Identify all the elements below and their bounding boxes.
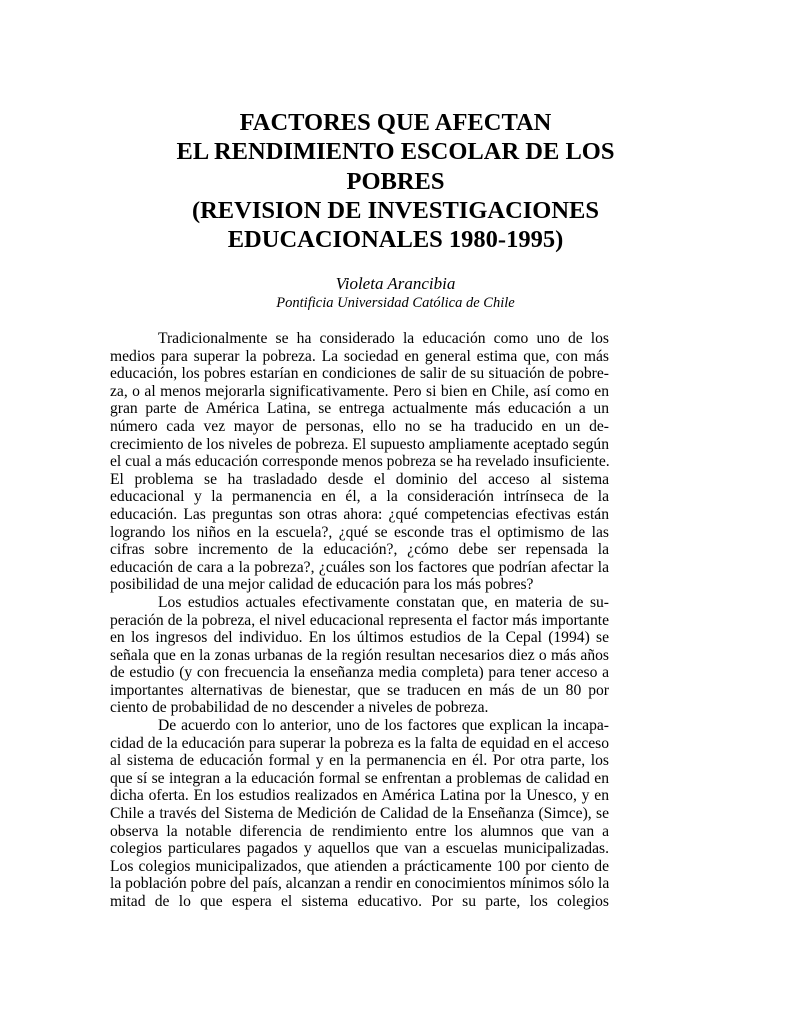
text-line: educación, los pobres estarían en condiciones de salir de su situación de pobre- bbox=[110, 365, 609, 383]
text-line: dicha oferta. En los estudios realizados en América Latina por la Unesco, y en bbox=[110, 787, 609, 805]
title-line: EDUCACIONALES 1980-1995) bbox=[227, 226, 564, 254]
text-line: señala que en la zonas urbanas de la región resultan necesarios diez o más años bbox=[110, 646, 609, 664]
text-line: Chile a través del Sistema de Medición de Calidad de la Enseñanza (Simce), se bbox=[110, 805, 609, 823]
text-line: colegios particulares pagados y aquellos que van a escuelas municipalizadas. bbox=[110, 840, 609, 858]
text-line: en los ingresos del individuo. En los últimos estudios de la Cepal (1994) se bbox=[110, 629, 609, 647]
text-line: za, o al menos mejorarla significativamente. Pero si bien en Chile, así como en bbox=[110, 382, 609, 400]
title-line: EL RENDIMIENTO ESCOLAR DE LOS bbox=[176, 138, 615, 166]
text-line: Los estudios actuales efectivamente constatan que, en materia de su- bbox=[158, 593, 609, 611]
text-line: El problema se ha trasladado desde el dominio del acceso al sistema bbox=[110, 470, 609, 488]
text-line: medios para superar la pobreza. La sociedad en general estima que, con más bbox=[110, 347, 609, 365]
title-line: POBRES bbox=[346, 167, 445, 195]
text-line: mitad de lo que espera el sistema educativo. Por su parte, los colegios bbox=[110, 893, 609, 910]
body-text bbox=[110, 330, 609, 911]
text-line: cidad de la educación para superar la pobreza es la falta de equidad en el acceso bbox=[110, 734, 609, 752]
text-line: De acuerdo con lo anterior, uno de los factores que explican la incapa- bbox=[158, 717, 609, 735]
text-line: cifras sobre incremento de la educación?, ¿cómo debe ser repensada la bbox=[110, 541, 609, 559]
title-line: FACTORES QUE AFECTAN bbox=[239, 109, 552, 136]
text-line: gran parte de América Latina, se entrega actualmente más educación a un bbox=[110, 400, 609, 418]
text-line: Tradicionalmente se ha considerado la educación como uno de los bbox=[158, 330, 609, 347]
text-line: logrando los niños en la escuela?, ¿qué se esconde tras el optimismo de las bbox=[110, 523, 609, 541]
text-line: número cada vez mayor de personas, ello no se ha traducido en un de- bbox=[110, 417, 609, 435]
text-line: posibilidad de una mejor calidad de educación para los más pobres? bbox=[110, 576, 534, 594]
text-line: peración de la pobreza, el nivel educacional representa el factor más importante bbox=[110, 611, 609, 629]
text-line: de estudio (y con frecuencia la enseñanza media completa) para tener acceso a bbox=[110, 664, 609, 682]
paragraph bbox=[110, 717, 609, 911]
text-line: educación de cara a la pobreza?, ¿cuáles son los factores que podrían afectar la bbox=[110, 558, 609, 576]
text-line: que sí se integran a la educación formal se enfrentan a problemas de calidad en bbox=[110, 769, 609, 787]
text-line: importantes alternativas de bienestar, que se traducen en más de un 80 por bbox=[110, 681, 609, 699]
text-line: al sistema de educación formal y en la permanencia en él. Por otra parte, los bbox=[110, 752, 609, 770]
text-line: Los colegios municipalizados, que atienden a prácticamente 100 por ciento de bbox=[110, 857, 609, 875]
text-line: el cual a más educación corresponde menos pobreza se ha revelado insuficiente. bbox=[110, 453, 610, 471]
author-name: Violeta Arancibia bbox=[335, 274, 456, 293]
text-line: la población pobre del país, alcanzan a rendir en conocimientos mínimos sólo la bbox=[110, 875, 610, 893]
paragraph bbox=[110, 594, 609, 717]
paragraph bbox=[110, 330, 609, 594]
text-line: educación. Las preguntas son otras ahora: ¿qué competencias efectivas están bbox=[110, 505, 609, 523]
title-line: (REVISION DE INVESTIGACIONES bbox=[191, 196, 600, 224]
text-line: ciento de probabilidad de no descender a niveles de pobreza. bbox=[110, 699, 489, 717]
text-line: educacional y la permanencia en él, a la consideración intrínseca de la bbox=[110, 488, 609, 506]
author-affiliation: Pontificia Universidad Católica de Chile bbox=[276, 295, 515, 311]
text-line: observa la notable diferencia de rendimiento entre los alumnos que van a bbox=[110, 822, 609, 840]
text-line: crecimiento de los niveles de pobreza. El supuesto ampliamente aceptado según bbox=[110, 435, 609, 453]
document-title bbox=[0, 108, 791, 254]
